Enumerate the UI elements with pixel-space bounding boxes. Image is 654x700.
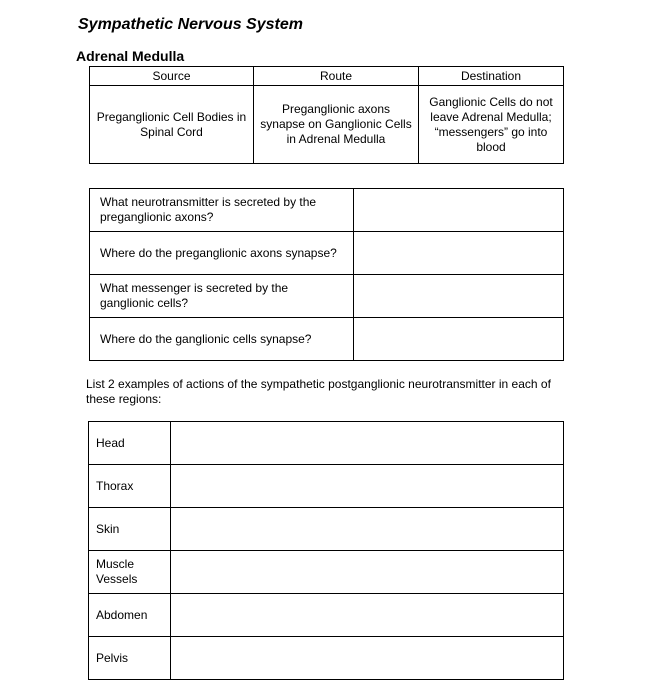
question-row (90, 318, 564, 361)
region-label: Head (89, 422, 171, 465)
region-row (89, 508, 564, 551)
destination-header: Destination (419, 67, 564, 86)
region-label: Thorax (89, 465, 171, 508)
question-text: What neurotransmitter is secreted by the preganglionic axons? (90, 189, 354, 232)
route-cell: Preganglionic axons synapse on Ganglionic Cells in Adrenal Medulla (254, 86, 419, 164)
region-label: Abdomen (89, 594, 171, 637)
region-answer-cell[interactable] (171, 637, 564, 680)
region-label: Pelvis (89, 637, 171, 680)
region-row (89, 465, 564, 508)
question-row (90, 275, 564, 318)
answer-cell[interactable] (354, 275, 564, 318)
pathway-header-row (90, 67, 564, 86)
pathway-row (90, 86, 564, 164)
region-row (89, 551, 564, 594)
source-header: Source (90, 67, 254, 86)
region-answer-cell[interactable] (171, 465, 564, 508)
question-text: Where do the ganglionic cells synapse? (90, 318, 354, 361)
region-row (89, 594, 564, 637)
question-row (90, 189, 564, 232)
region-answer-cell[interactable] (171, 422, 564, 465)
questions-table (89, 188, 564, 361)
answer-cell[interactable] (354, 189, 564, 232)
region-row (89, 422, 564, 465)
regions-table (88, 421, 564, 680)
question-row (90, 232, 564, 275)
answer-cell[interactable] (354, 318, 564, 361)
source-cell: Preganglionic Cell Bodies in Spinal Cord (90, 86, 254, 164)
section-title: Adrenal Medulla (76, 48, 185, 64)
question-text: What messenger is secreted by the ganglionic cells? (90, 275, 354, 318)
region-answer-cell[interactable] (171, 594, 564, 637)
pathway-table (89, 66, 564, 164)
region-label: Skin (89, 508, 171, 551)
instruction-text: List 2 examples of actions of the sympathetic postganglionic neurotransmitter in each of these regions: (86, 377, 551, 406)
answer-cell[interactable] (354, 232, 564, 275)
route-header: Route (254, 67, 419, 86)
destination-cell: Ganglionic Cells do not leave Adrenal Medulla; “messengers” go into blood (419, 86, 564, 164)
region-answer-cell[interactable] (171, 551, 564, 594)
region-label: Muscle Vessels (89, 551, 171, 594)
region-row (89, 637, 564, 680)
page-title: Sympathetic Nervous System (78, 16, 303, 33)
region-answer-cell[interactable] (171, 508, 564, 551)
question-text: Where do the preganglionic axons synapse? (90, 232, 354, 275)
